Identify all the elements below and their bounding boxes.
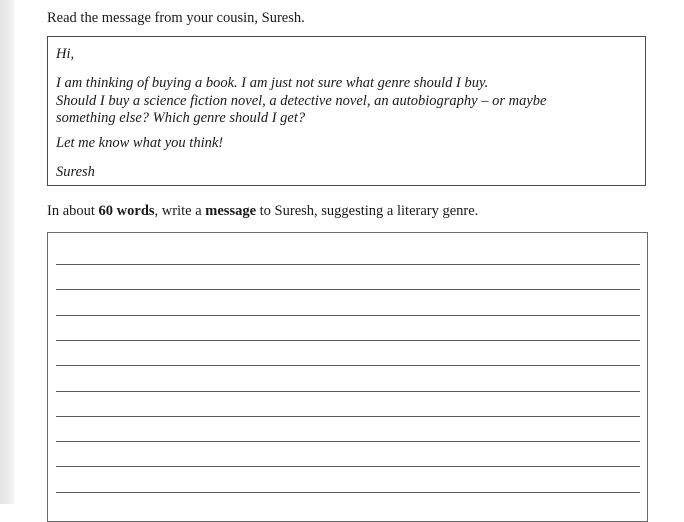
answer-line [56,340,640,341]
message-signature: Suresh [56,164,95,180]
task-format: message [205,203,257,219]
answer-line [56,492,640,493]
message-body-line: I am thinking of buying a book. I am just not sure what genre should I buy. [56,75,489,91]
task-text-part: In about [47,203,99,219]
answer-line [56,441,640,442]
message-greeting: Hi, [56,46,75,62]
answer-line [56,289,640,290]
instruction-text: Read the message from your cousin, Suresh. [47,10,305,26]
answer-line [56,315,640,316]
task-text-part: to Suresh, suggesting a literary genre. [256,203,479,219]
task-text-part: , write a [154,203,206,219]
answer-line [56,416,640,417]
answer-line [56,264,640,265]
answer-writing-area[interactable] [47,232,648,522]
page-edge-shadow [0,0,14,504]
task-word-count: 60 words [98,203,155,219]
answer-line [56,391,640,392]
message-closing: Let me know what you think! [56,135,224,151]
task-instruction [47,203,478,220]
message-body-line: something else? Which genre should I get? [56,110,306,126]
message-box [47,36,646,186]
message-body-line: Should I buy a science fiction novel, a detective novel, an autobiography – or maybe [56,93,547,109]
answer-line [56,466,640,467]
answer-line [56,365,640,366]
